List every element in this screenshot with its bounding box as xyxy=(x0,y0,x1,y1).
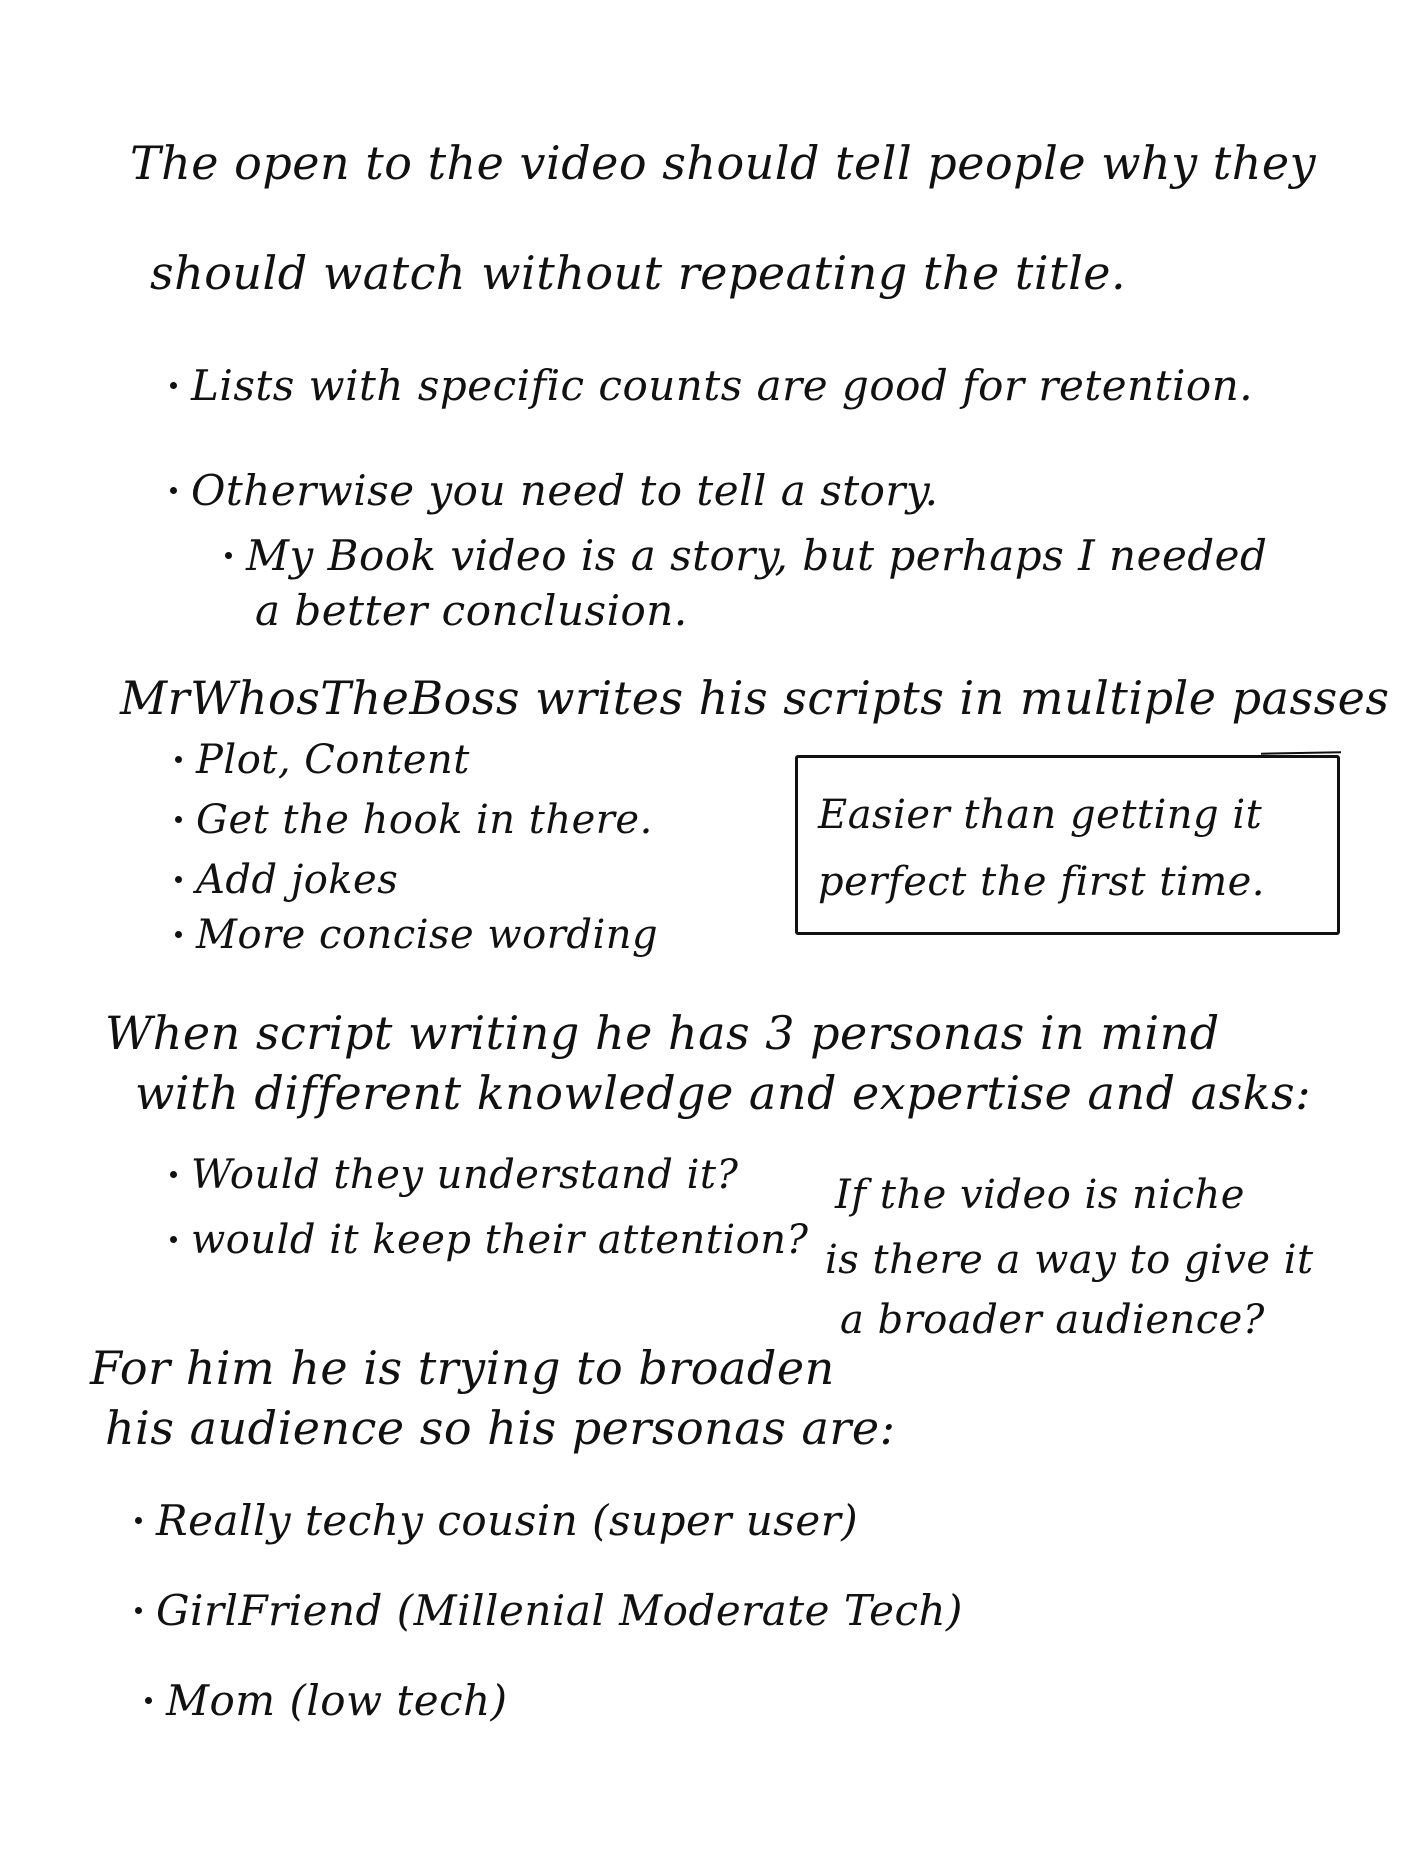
passes-item-4-text: More concise wording xyxy=(196,912,659,958)
bullet-dot xyxy=(225,552,232,559)
side-note-line-1: If the video is niche xyxy=(835,1172,1245,1218)
bullet-dot xyxy=(170,382,177,389)
intro-sub-bullet-continued: a better conclusion. xyxy=(255,586,688,635)
box-tick-mark xyxy=(1261,751,1341,754)
bullet-dot xyxy=(170,1171,177,1178)
callout-line-2: perfect the first time. xyxy=(818,859,1266,905)
broaden-line-2: his audience so his personas are: xyxy=(105,1401,896,1455)
bullet-dot xyxy=(175,876,182,883)
personas-line-1: When script writing he has 3 personas in mind xyxy=(105,1006,1220,1060)
passes-item-1 xyxy=(175,737,470,783)
persona-question-2 xyxy=(170,1217,809,1263)
persona-question-1-text: Would they understand it? xyxy=(191,1152,739,1198)
intro-bullet-2-text: Otherwise you need to tell a story. xyxy=(191,466,939,515)
passes-item-2 xyxy=(175,797,653,843)
persona-question-2-text: would it keep their attention? xyxy=(191,1217,809,1263)
broaden-line-1: For him he is trying to broaden xyxy=(90,1341,835,1395)
bullet-dot xyxy=(175,931,182,938)
bullet-dot xyxy=(145,1697,152,1704)
bullet-dot xyxy=(170,1236,177,1243)
bullet-dot xyxy=(135,1517,142,1524)
persona-item-2-text: GirlFriend (Millenial Moderate Tech) xyxy=(156,1586,963,1635)
intro-sub-bullet-text: My Book video is a story, but perhaps I needed xyxy=(246,531,1268,580)
persona-item-3-text: Mom (low tech) xyxy=(166,1676,508,1725)
passes-item-2-text: Get the hook in there. xyxy=(196,797,653,843)
bullet-dot xyxy=(135,1607,142,1614)
side-note-line-2: is there a way to give it xyxy=(825,1237,1314,1283)
persona-item-1 xyxy=(135,1496,859,1545)
persona-question-1 xyxy=(170,1152,739,1198)
bullet-dot xyxy=(175,756,182,763)
passes-item-3-text: Add jokes xyxy=(196,857,399,903)
callout-box xyxy=(795,755,1340,935)
side-note-line-3: a broader audience? xyxy=(840,1297,1265,1343)
passes-item-3 xyxy=(175,857,399,903)
intro-bullet-1-text: Lists with specific counts are good for retention. xyxy=(191,361,1254,410)
intro-sub-bullet xyxy=(225,531,1268,580)
persona-item-2 xyxy=(135,1586,963,1635)
persona-item-1-text: Really techy cousin (super user) xyxy=(156,1496,859,1545)
personas-line-2: with different knowledge and expertise and asks: xyxy=(135,1066,1312,1120)
intro-line-2: should watch without repeating the title. xyxy=(150,246,1127,300)
intro-line-1: The open to the video should tell people why they xyxy=(130,136,1317,190)
bullet-dot xyxy=(170,487,177,494)
persona-item-3 xyxy=(145,1676,508,1725)
intro-bullet-2 xyxy=(170,466,939,515)
bullet-dot xyxy=(175,816,182,823)
intro-bullet-1 xyxy=(170,361,1254,410)
callout-line-1: Easier than getting it xyxy=(818,792,1263,838)
passes-item-1-text: Plot, Content xyxy=(196,737,470,783)
passes-item-4 xyxy=(175,912,659,958)
passes-heading: MrWhosTheBoss writes his scripts in multiple passes xyxy=(120,671,1390,725)
